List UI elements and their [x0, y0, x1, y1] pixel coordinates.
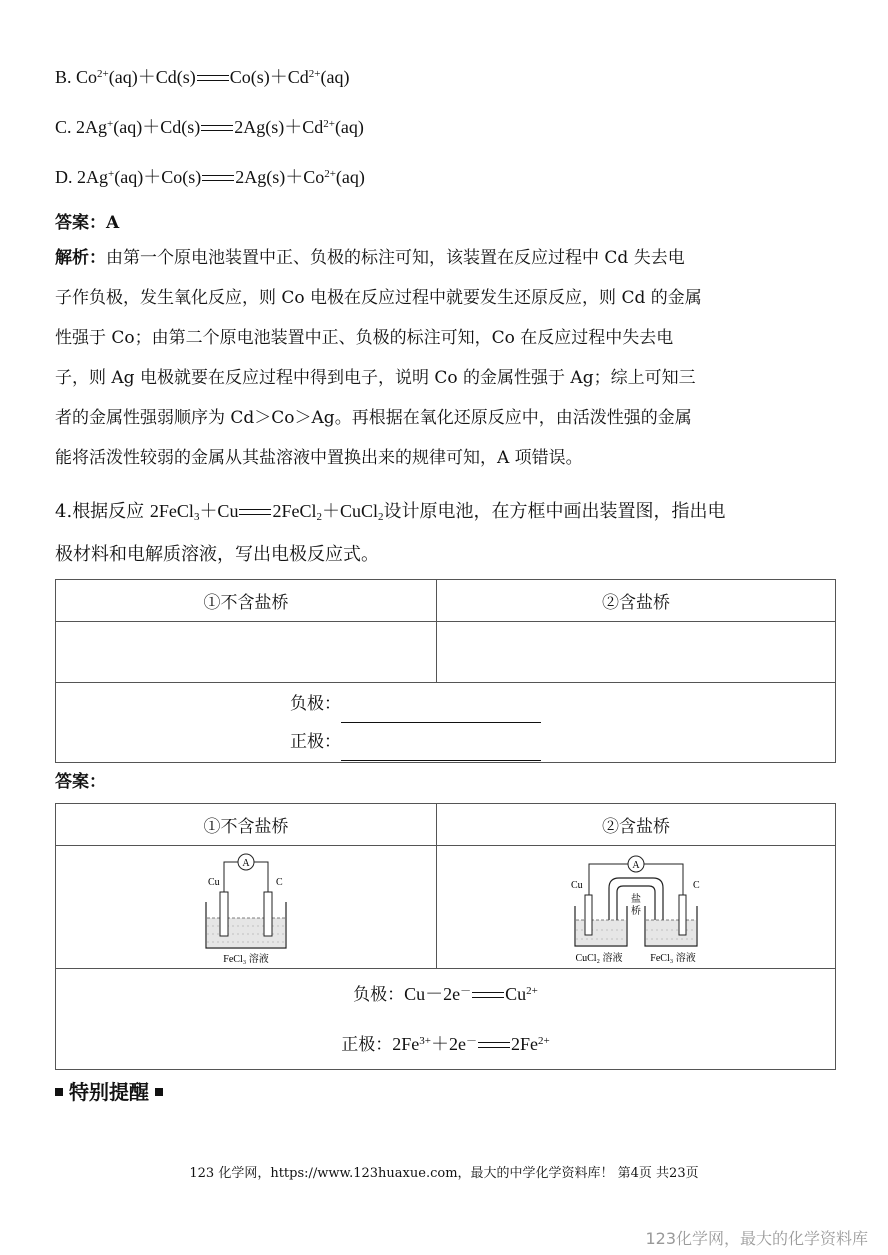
- svg-text:C: C: [276, 876, 283, 888]
- question-4-line2: 极材料和电解质溶液，写出电极反应式。: [55, 544, 379, 565]
- positive-electrode-equation: 正极：$2Fe^{3+}+2e^-$ $2Fe^{2+}$: [341, 1034, 550, 1055]
- electrode-equations-cell: [56, 969, 836, 1070]
- analysis-paragraph: [55, 238, 835, 478]
- drawing-box-no-bridge[interactable]: [56, 622, 437, 683]
- negative-electrode-equation: 负极：Cu－2e－ $Cu^{2+}$: [353, 984, 538, 1005]
- analysis-line: 者的金属性强弱顺序为 Cd＞Co＞Ag。再根据在氧化还原反应中，由活泼性强的金属: [55, 408, 692, 428]
- analysis-line: 解析：由第一个原电池装置中正、负极的标注可知，该装置在反应过程中 Cd 失去电: [55, 248, 685, 268]
- blank-answer-table: [55, 579, 836, 763]
- svg-text:Cu: Cu: [571, 879, 583, 891]
- watermark: 123化学网，最大的化学资料库: [645, 1229, 868, 1248]
- svg-text:C: C: [693, 879, 700, 891]
- special-reminder-heading: 特别提醒: [55, 1076, 169, 1105]
- answer-table: [55, 803, 836, 1070]
- negative-electrode-blank[interactable]: [341, 704, 541, 723]
- galvanic-cell-no-bridge-diagram: [186, 850, 306, 965]
- positive-electrode-blank[interactable]: [341, 742, 541, 761]
- drawing-box-bridge[interactable]: [437, 622, 836, 683]
- svg-text:桥: 桥: [631, 905, 641, 917]
- svg-text:CuCl₂ 溶液: CuCl₂ 溶液: [575, 952, 623, 964]
- analysis-line: 子作负极，发生氧化反应，则 Co 电极在反应过程中就要发生还原反应，则 Cd 的金属: [55, 288, 702, 308]
- analysis-line: 性强于 Co；由第二个原电池装置中正、负极的标注可知，Co 在反应过程中失去电: [55, 328, 674, 348]
- option-b: B. $Co^{2+}(aq)+Cd(s)$ $Co(s)+Cd^{2+}(aq)$: [55, 67, 350, 87]
- question-4: 4.根据反应 2FeCl$_3$＋Cu 2FeCl$_2$＋CuCl$_2$设计原电池，在方框中画出装置图，指出电: [55, 501, 726, 523]
- c-electrode: [264, 892, 272, 936]
- c-electrode: [679, 895, 686, 935]
- svg-text:Cu: Cu: [208, 876, 220, 888]
- svg-text:FeCl₃ 溶液: FeCl₃ 溶液: [650, 952, 696, 964]
- table2-header-bridge: ②含盐桥: [437, 804, 836, 846]
- cu-electrode: [220, 892, 228, 936]
- table1-header-bridge: ②含盐桥: [437, 580, 836, 622]
- table1-header-no-bridge: ①不含盐桥: [56, 580, 437, 622]
- svg-text:FeCl₃ 溶液: FeCl₃ 溶液: [223, 953, 269, 965]
- square-bullet-icon: [155, 1088, 163, 1096]
- svg-text:A: A: [242, 857, 250, 869]
- analysis-line: 能将活泼性较弱的金属从其盐溶液中置换出来的规律可知，A 项错误。: [55, 448, 583, 468]
- answer2-label: 答案：: [55, 772, 106, 792]
- option-c: C. 2Ag+(aq)＋Cd(s) $2Ag(s)+Cd^{2+}(aq)$: [55, 117, 364, 137]
- analysis-line: 子，则 Ag 电极就要在反应过程中得到电子，说明 Co 的金属性强于 Ag；综上可知三: [55, 368, 696, 388]
- cell-figure-no-bridge: [56, 846, 437, 969]
- square-bullet-icon: [55, 1088, 63, 1096]
- option-d: D. 2Ag+(aq)＋Co(s) $2Ag(s)+Co^{2+}(aq)$: [55, 167, 365, 187]
- table2-header-no-bridge: ①不含盐桥: [56, 804, 437, 846]
- svg-text:盐: 盐: [631, 893, 641, 905]
- galvanic-cell-bridge-diagram: [561, 850, 711, 965]
- svg-text:A: A: [632, 859, 640, 871]
- answer-line: 答案：A: [55, 213, 120, 233]
- cu-electrode: [585, 895, 592, 935]
- page-footer: 123 化学网，https://www.123huaxue.com，最大的中学化学资料库！ 第4页 共23页: [189, 1166, 699, 1181]
- cell-figure-bridge: [437, 846, 836, 969]
- electrode-fill-cell: 负极： 正极：: [56, 683, 836, 763]
